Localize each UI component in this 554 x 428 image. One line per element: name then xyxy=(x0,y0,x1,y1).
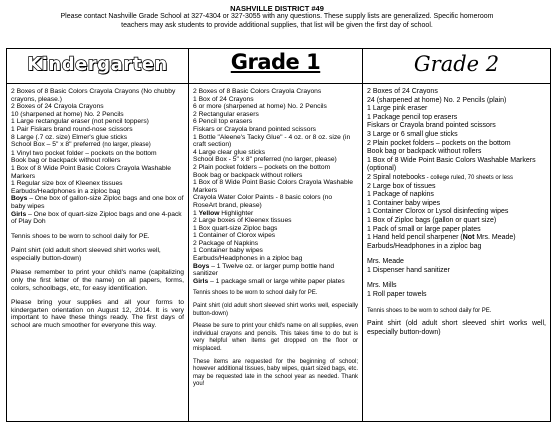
list-item: 1 Bottle "Aleene's Tacky Glue" - 4 oz. or 8 oz. size (in craft section) xyxy=(193,133,351,149)
tennis-note: Tennis shoes to be worn to school daily for PE. xyxy=(367,307,492,314)
paint-shirt-note: Paint shirt (old adult short sleeved shirt works well, especially button-down) xyxy=(193,303,358,317)
boys-label: Boys xyxy=(11,195,28,203)
list-item: 3 Large or 6 small glue sticks xyxy=(367,130,458,138)
list-item: 1 Box of 8 Wide Point Basic Colors Crayola Washable Markers xyxy=(193,179,353,194)
list-item: 2 Package of Napkins xyxy=(193,239,259,247)
highlighter-item xyxy=(193,210,358,218)
list-item: 1 Box of 8 Wide Point Basic Colors Crayola Washable Markers xyxy=(11,164,171,180)
boys-text: – One box of gallon-size Ziploc bags and one box of baby wipes xyxy=(11,195,184,210)
spiral-main: 2 Spiral notebooks xyxy=(367,173,425,181)
list-item: 2 Boxes of 24 Crayola Crayons xyxy=(11,103,104,111)
school-box-note: (no larger, please) xyxy=(102,142,151,149)
list-item: 1 Box of 8 Wide Point Basic Colors Washable Markers (optional) xyxy=(367,156,536,173)
header-line-1: Please contact Nashville Grade School at 327-4304 or 327-3055 with any questions. These supply lists are generalized. Specific homeroom xyxy=(60,13,494,21)
list-item: 2 Large box of tissues xyxy=(367,182,436,190)
list-item: 2 Rectangular erasers xyxy=(193,110,259,118)
grade2-list xyxy=(363,84,551,422)
boys-item xyxy=(11,195,184,210)
paint-shirt-note: Paint shirt (old adult short sleeved shirt works well, especially button-down) xyxy=(367,320,546,336)
boys-label: Boys xyxy=(193,262,210,270)
list-item: 24 (sharpened at home) No. 2 Pencils (plain) xyxy=(367,96,507,104)
kindergarten-list xyxy=(7,84,189,422)
list-item: 1 Package pencil top erasers xyxy=(367,113,458,121)
girls-label: Girls xyxy=(11,210,27,218)
list-item: 1 Vinyl two pocket folder – pockets on the bottom xyxy=(11,149,157,157)
extra-request-note: These items are requested for the beginning of school; however additional tissues, baby wipes, quart sized bags, etc. may be requested late in the school year as needed. Thank you! xyxy=(193,358,358,388)
list-item: 1 Large rectangular eraser (not pencil toppers) xyxy=(11,118,149,126)
list-item: 6 or more (sharpened at home) No. 2 Pencils xyxy=(193,103,327,111)
girls-text: – One box of quart-size Ziploc bags and one 4-pack of Play Doh xyxy=(11,210,182,226)
list-item: 1 Container baby wipes xyxy=(367,199,441,207)
orientation-note: Please bring your supplies and all your forms to kindergarten orientation on August 12, 2014. It is very important to have these things ready. The first days of school are much smoother for everyone this way. xyxy=(11,299,184,330)
list-item xyxy=(11,141,184,150)
list-item: Earbuds/Headphones in a ziploc bag xyxy=(11,187,121,195)
grade1-heading: Grade 1 xyxy=(230,50,321,74)
kindergarten-heading-cell xyxy=(7,49,189,84)
list-item: 1 Large pink eraser xyxy=(367,105,428,113)
list-item: Fiskars or Crayola brand pointed scissors xyxy=(367,122,496,130)
name-note: Please be sure to print your child's name on all supplies, even individual crayons and pencils. This takes time to do but is very helpful when items get dropped on the floor or misplaced. xyxy=(193,323,358,352)
list-item: Fiskars or Crayola brand pointed scissors xyxy=(193,125,317,133)
grade2-heading: Grade 2 xyxy=(413,52,500,76)
list-item: Earbuds/Headphones in a ziploc bag xyxy=(367,242,482,250)
sharpener-not: Not xyxy=(462,234,475,242)
boys-item xyxy=(193,263,358,278)
sharpener-item xyxy=(367,234,546,243)
grade1-list xyxy=(189,84,363,422)
list-item: 1 Regular size box of Kleenex tissues xyxy=(11,180,123,188)
list-item: 1 Container Clorox or Lysol disinfecting wipes xyxy=(367,208,509,216)
district-title: NASHVILLE DISTRICT #49 xyxy=(230,4,324,13)
teacher-meade: Mrs. Meade xyxy=(367,258,404,266)
list-item: 1 Box quart-size Ziploc bags xyxy=(193,224,278,232)
list-item: 1 Box of 24 Crayons xyxy=(193,95,254,103)
grade1-heading-cell xyxy=(189,49,363,84)
girls-label: Girls xyxy=(193,277,209,285)
list-item: 1 Package of napkins xyxy=(367,191,434,199)
document-header xyxy=(0,0,554,30)
tennis-note: Tennis shoes to be worn to school daily for PE. xyxy=(193,290,318,297)
list-item: Book bag or backpack without rollers xyxy=(193,171,303,179)
girls-item xyxy=(11,211,184,226)
name-reminder-note: Please remember to print your child's name (capitalizing only the first letter of the name) on all papers, forms, colors, schoolbags, etc, for easy identification. xyxy=(11,269,184,292)
highlighter-suffix: Highlighter xyxy=(219,209,254,217)
header-line-2: teachers may ask students to provide additional supplies, that list will be given the first day of school. xyxy=(121,21,433,29)
list-item: Book bag or backpack without rollers xyxy=(367,148,482,156)
list-item: 1 Roll paper towels xyxy=(367,291,427,299)
list-item: 6 Pencil top erasers xyxy=(193,118,253,126)
list-item: 1 Box of Ziploc bags (gallon or quart size) xyxy=(367,216,497,224)
list-item: 1 Dispenser hand sanitizer xyxy=(367,266,450,274)
school-box-text: School Box – 5" x 8" preferred xyxy=(11,141,101,149)
list-item: School Box - 5" x 8" preferred (no larger, please) xyxy=(193,156,337,164)
kindergarten-heading: Kindergarten xyxy=(27,54,168,75)
paint-shirt-note: Paint shirt (old adult short sleeved shirt works well, especially button-down) xyxy=(11,247,161,262)
girls-text: – 1 package small or large white paper plates xyxy=(208,277,345,285)
highlighter-prefix: 1 xyxy=(193,209,199,217)
spiral-notebook-item xyxy=(367,174,546,183)
list-item: 8 Large (.7 oz. size) Elmer's glue sticks xyxy=(11,133,128,141)
list-item: 2 Large boxes of Kleenex tissues xyxy=(193,217,292,225)
list-item: 1 Pair Fiskars brand round-nose scissors xyxy=(11,125,133,133)
sharpener-suffix: Mrs. Meade) xyxy=(474,234,516,242)
list-item: 1 Container baby wipes xyxy=(193,247,263,255)
spiral-note: - college ruled, 70 sheets or less xyxy=(424,174,514,181)
list-item: 2 Boxes of 24 Crayons xyxy=(367,88,438,95)
list-item: Crayola Water Color Paints - 8 basic colors (no RoseArt brand, please) xyxy=(193,194,333,209)
girls-item xyxy=(193,278,358,286)
list-item: 2 Boxes of 8 Basic Colors Crayola Crayons (No chubby crayons, please.) xyxy=(11,88,176,103)
list-item: 1 Container of Clorox wipes xyxy=(193,232,276,240)
list-item: Book bag or backpack without rollers xyxy=(11,157,121,165)
supply-table xyxy=(6,48,551,422)
list-item: 2 Plain pocket folders – pockets on the bottom xyxy=(193,163,331,171)
list-item: 10 (sharpened at home) No. 2 Pencils xyxy=(11,110,124,118)
grade2-heading-cell xyxy=(363,49,551,84)
highlighter-color: Yellow xyxy=(198,209,220,217)
tennis-note: Tennis shoes to be worn to school daily for PE. xyxy=(11,232,150,240)
teacher-mills: Mrs. Mills xyxy=(367,282,397,290)
list-item: 4 Large clear glue sticks xyxy=(193,148,266,156)
sharpener-prefix: 1 Hand held pencil sharpener ( xyxy=(367,234,463,242)
list-item: 1 Pack of small or large paper plates xyxy=(367,225,481,233)
list-item: Earbuds/Headphones in a ziploc bag xyxy=(193,255,303,263)
list-item: 2 Boxes of 8 Basic Colors Crayola Crayons xyxy=(193,88,322,95)
boys-text: – 1 Twelve oz. or larger pump bottle hand sanitizer xyxy=(193,262,335,278)
list-item: 2 Plain pocket folders – pockets on the bottom xyxy=(367,139,511,147)
